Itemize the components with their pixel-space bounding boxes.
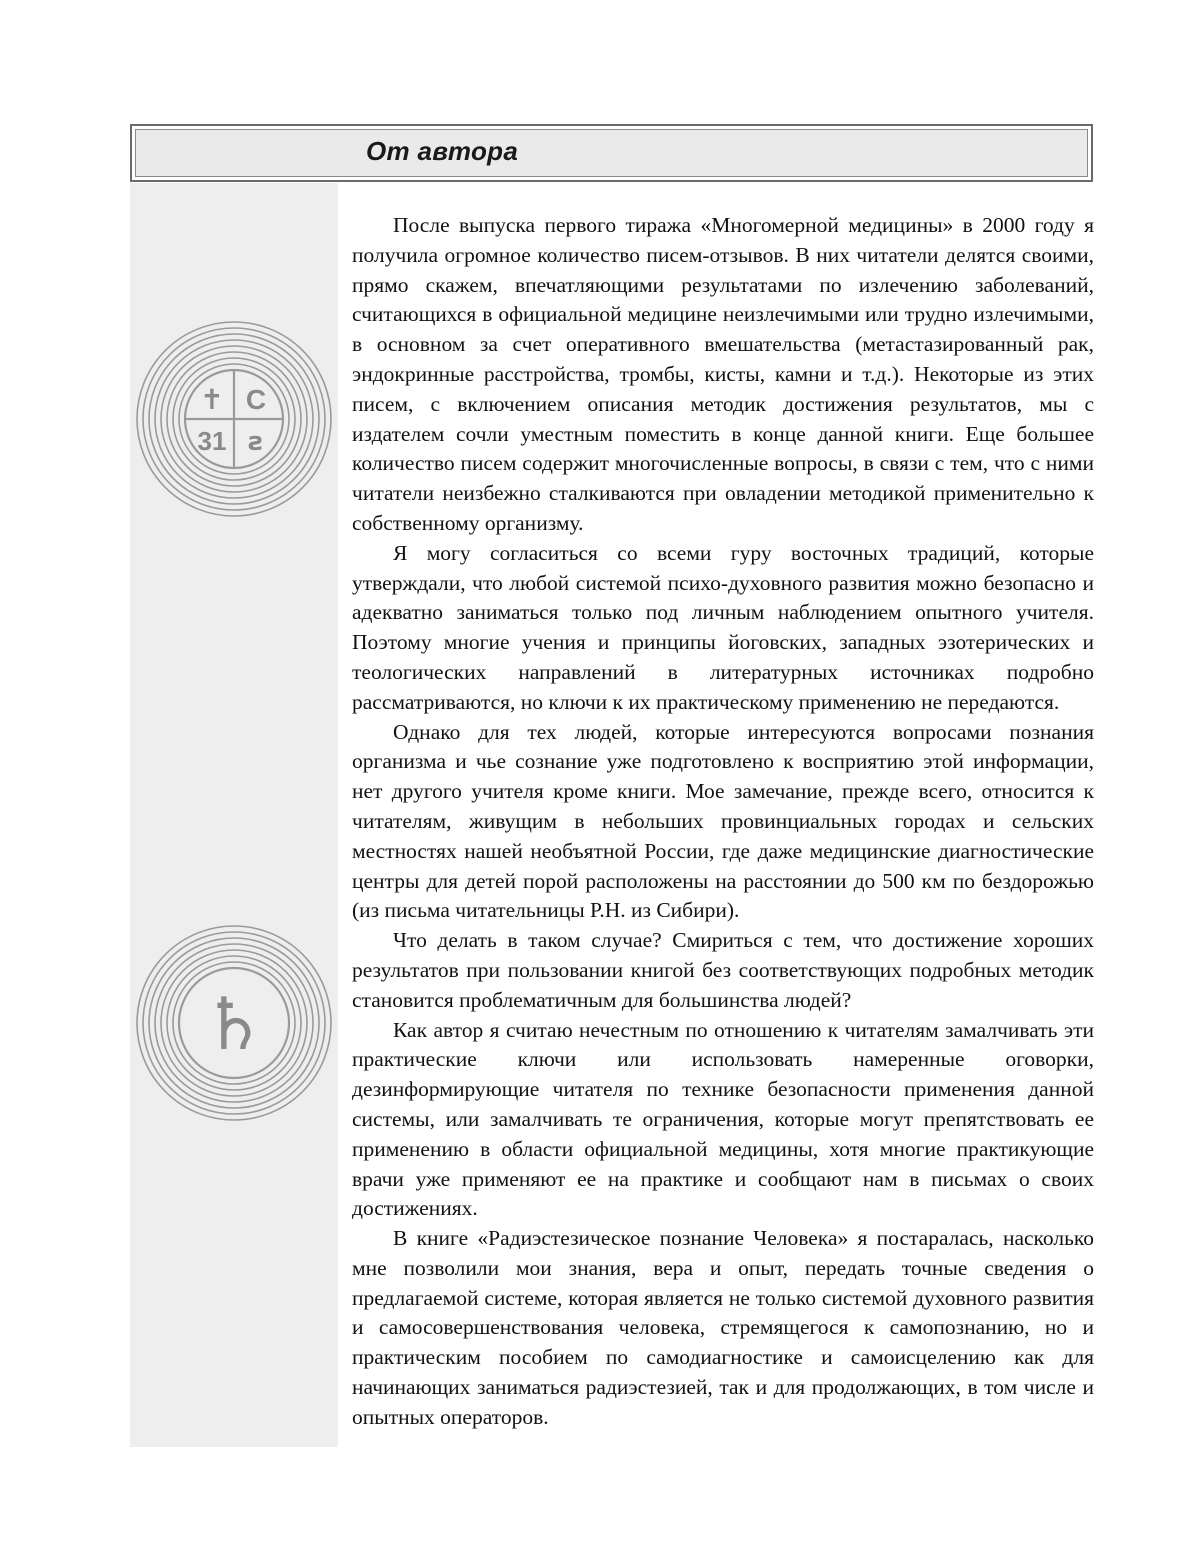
glyph-symbol: ꙅ (248, 426, 264, 456)
number-symbol: 31 (197, 426, 227, 456)
paragraph: Однако для тех людей, которые интересуются вопросами познания организма и чье сознание уже подготовлено к восприятию этой информации, нет другого учителя кроме книги. Мое замечание, прежде всего, относится к читателям, живущим в небольших провинциальных городах и сельских местностях нашей необъятной России, где даже медицинские диагностические центры для детей порой расположены на расстоянии до 500 км по бездорожью (из письма читательницы Р.Н. из Сибири). (352, 719, 1094, 923)
section-title: От автора (366, 136, 519, 166)
paragraph: Как автор я считаю нечестным по отношению к читателям замалчивать эти практические ключи или использовать намеренные оговорки, дезинформирующие читателя по технике безопасности применения данной системы, или замалчивать те ограничения, которые могут препятствовать ее применению в области официальной медицины, хотя многие практикующие врачи уже применяют ее на практике и сообщают нам в письмах о своих достижениях. (352, 1017, 1094, 1221)
saturn-glyph: ♄ (201, 982, 267, 1066)
paragraph: Я могу согласиться со всеми гуру восточных традиций, которые утверждали, что любой системой психо-духовного развития можно безопасно и адекватно заниматься только под личным наблюдением опытного учителя. Поэтому многие учения и принципы йоговских, западных эзотерических и теологических направлений в литературных источниках подробно рассматриваются, но ключи к их практическому применению не передаются. (352, 540, 1094, 714)
section-header (130, 124, 1093, 182)
saturn-symbol-icon (130, 919, 338, 1127)
cross-symbol: ✝ (200, 384, 224, 415)
main-text (352, 211, 1094, 1433)
c-symbol: C (245, 384, 267, 415)
paragraph: Что делать в таком случае? Смириться с тем, что достижение хороших результатов при пользовании книгой без соответствующих подробных методик становится проблематичным для большинства людей? (352, 928, 1094, 1012)
astrological-quadrant-icon (130, 315, 338, 523)
paragraph: В книге «Радиэстезическое познание Человека» я постаралась, насколько мне позволили мои знания, вера и опыт, передать точные сведения о предлагаемой системе, которая является не только системой духовного развития и самосовершенствования человека, стремящегося к самопознанию, но и практическим пособием по самодиагностике и самоисцелению как для начинающих заниматься радиэстезией, так и для продолжающих, в том числе и опытных операторов. (352, 1226, 1094, 1429)
decorative-sidebar (130, 183, 338, 1447)
paragraph: После выпуска первого тиража «Многомерной медицины» в 2000 году я получила огромное количество писем-отзывов. В них читатели делятся своими, прямо скажем, впечатляющими результатами по излечению заболеваний, считающихся в официальной медицине неизлечимыми или трудно излечимыми, в основном за счет оперативного вмешательства (метастазированный рак, эндокринные расстройства, тромбы, кисты, камни и т.д.). Некоторые из этих писем, с включением описания методик достижения результатов, мы с издателем сочли уместным поместить в конце данной книги. Еще большее количество писем содержит многочисленные вопросы, в связи с тем, что с ними читатели неизбежно сталкиваются при овладении методикой применительно к собственному организму. (352, 213, 1094, 535)
